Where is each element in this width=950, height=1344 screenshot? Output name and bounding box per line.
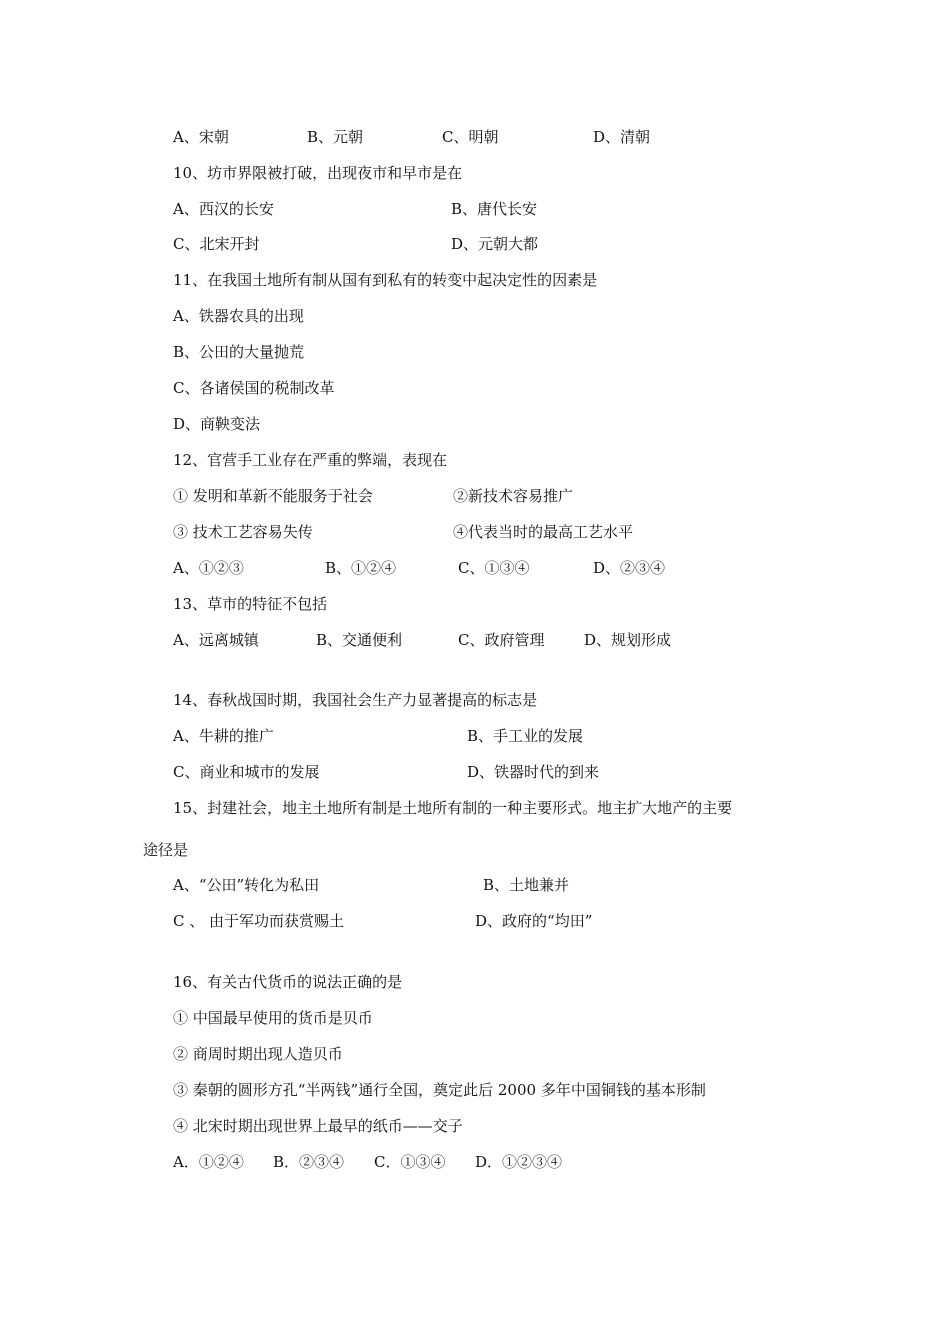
q16-option-d: D．①②③④: [475, 1153, 563, 1171]
q16-option-c: C．①③④: [374, 1153, 446, 1171]
q10-option-c: C、北宋开封: [173, 235, 260, 253]
q11-option-d: D、商鞅变法: [173, 415, 261, 433]
q14-stem: 14、春秋战国时期，我国社会生产力显著提高的标志是: [173, 691, 538, 709]
q9-option-b: B、元朝: [307, 128, 364, 146]
q10-option-d: D、元朝大都: [451, 235, 539, 253]
q10-stem: 10、坊市界限被打破，出现夜市和早市是在: [173, 164, 463, 182]
q12-option-b: B、①②④: [325, 559, 397, 577]
q9-option-c: C、明朝: [442, 128, 499, 146]
q11-option-b: B、公田的大量抛荒: [173, 343, 305, 361]
q11-option-c: C、各诸侯国的税制改革: [173, 379, 335, 397]
q12-option-a: A、①②③: [173, 559, 244, 577]
q16-item-1: ① 中国最早使用的货币是贝币: [173, 1009, 373, 1027]
q10-option-b: B、唐代长安: [451, 200, 538, 218]
q16-item-4: ④ 北宋时期出现世界上最早的纸币——交子: [173, 1117, 463, 1135]
q12-item-4: ④代表当时的最高工艺水平: [453, 523, 634, 541]
q12-option-d: D、②③④: [593, 559, 666, 577]
q11-stem: 11、在我国土地所有制从国有到私有的转变中起决定性的因素是: [173, 271, 598, 289]
q14-option-c: C、商业和城市的发展: [173, 763, 320, 781]
q15-stem-line2: 途径是: [143, 841, 189, 859]
q13-option-a: A、远离城镇: [173, 631, 259, 649]
q15-option-b: B、土地兼并: [483, 876, 570, 894]
q15-option-a: A、“公田”转化为私田: [173, 876, 320, 894]
q14-option-d: D、铁器时代的到来: [467, 763, 600, 781]
q15-option-d: D、政府的“均田”: [475, 912, 593, 930]
q13-stem: 13、草市的特征不包括: [173, 595, 328, 613]
q12-stem: 12、官营手工业存在严重的弊端，表现在: [173, 451, 448, 469]
q15-stem-line1: 15、封建社会，地主土地所有制是土地所有制的一种主要形式。地主扩大地产的主要: [173, 799, 733, 817]
q16-option-a: A．①②④: [173, 1153, 244, 1171]
q16-item-2: ② 商周时期出现人造贝币: [173, 1045, 343, 1063]
q12-item-3: ③ 技术工艺容易失传: [173, 523, 313, 541]
q14-option-b: B、手工业的发展: [467, 727, 584, 745]
q12-item-2: ②新技术容易推广: [453, 487, 574, 505]
q11-option-a: A、铁器农具的出现: [173, 307, 304, 325]
q16-item-3: ③ 秦朝的圆形方孔“半两钱”通行全国，奠定此后 2000 多年中国铜钱的基本形制: [173, 1081, 706, 1099]
q13-option-c: C、政府管理: [458, 631, 545, 649]
q10-option-a: A、西汉的长安: [173, 200, 274, 218]
q14-option-a: A、牛耕的推广: [173, 727, 274, 745]
q15-option-c: C 、 由于军功而获赏赐土: [173, 912, 345, 930]
q12-item-1: ① 发明和革新不能服务于社会: [173, 487, 373, 505]
q9-option-d: D、清朝: [593, 128, 651, 146]
q12-option-c: C、①③④: [458, 559, 530, 577]
q13-option-d: D、规划形成: [584, 631, 672, 649]
q16-option-b: B．②③④: [273, 1153, 345, 1171]
q9-option-a: A、宋朝: [173, 128, 229, 146]
q13-option-b: B、交通便利: [316, 631, 403, 649]
q16-stem: 16、有关古代货币的说法正确的是: [173, 973, 403, 991]
